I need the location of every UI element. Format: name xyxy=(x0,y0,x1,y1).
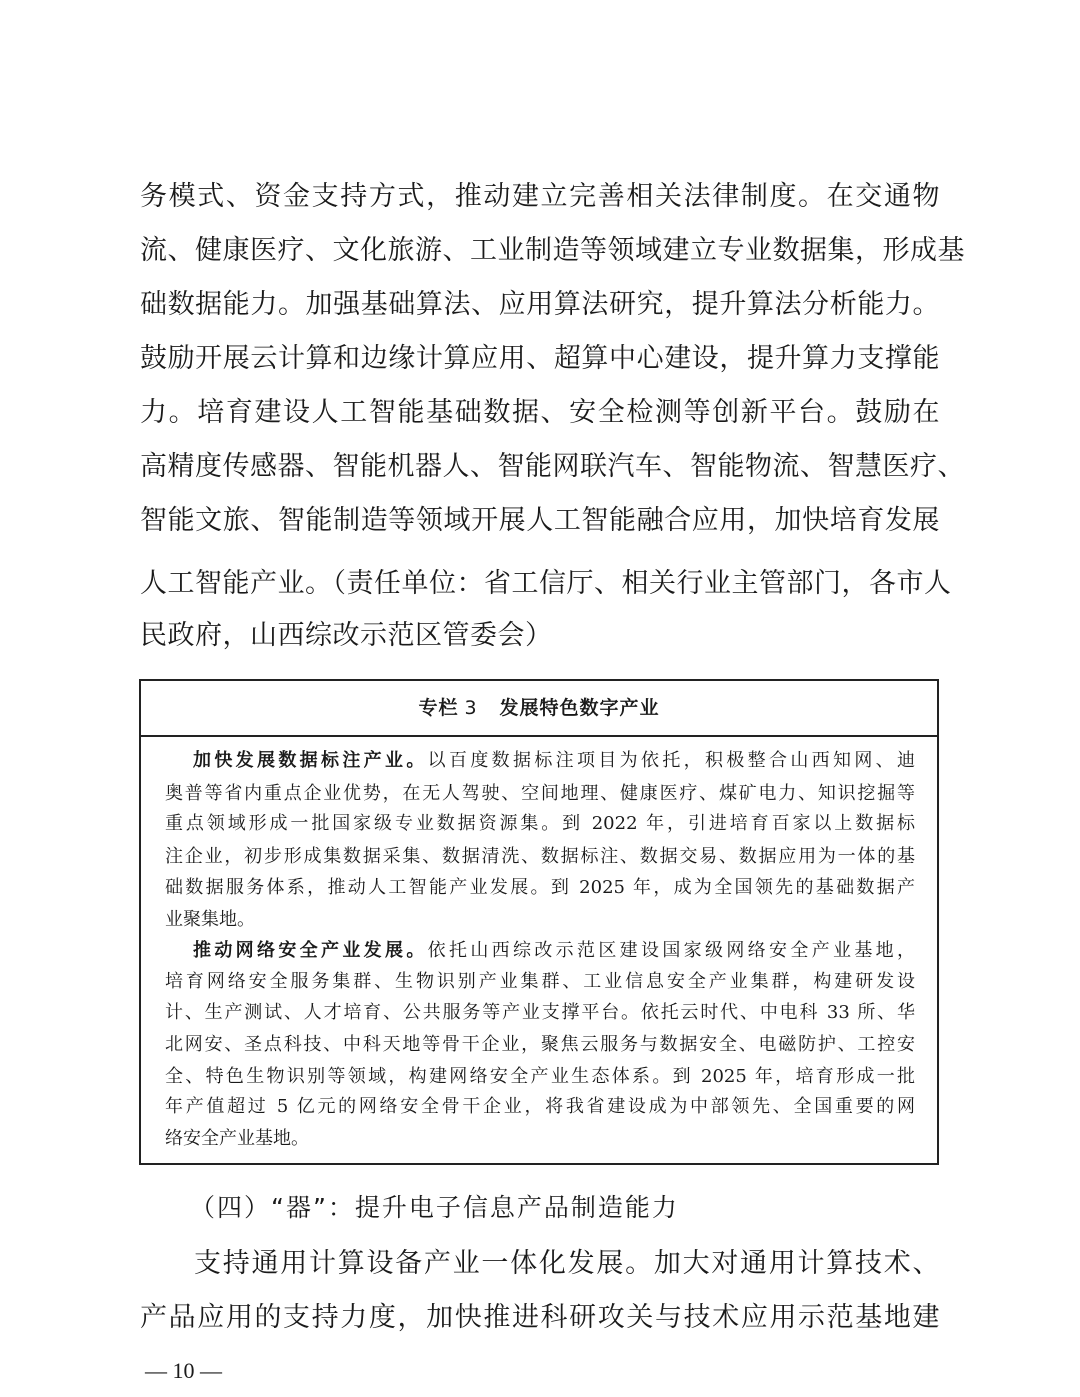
body-line-4: 鼓励开展云计算和边缘计算应用、超算中心建设，提升算力支撑能 xyxy=(140,343,940,374)
body-line-3: 础数据能力。加强基础算法、应用算法研究，提升算法分析能力。 xyxy=(140,289,940,320)
body-line-2: 流、健康医疗、文化旅游、工业制造等领域建立专业数据集，形成基 xyxy=(140,235,965,266)
section-heading: （四）“器”：提升电子信息产品制造能力 xyxy=(190,1193,679,1222)
body-line-1: 务模式、资金支持方式，推动建立完善相关法律制度。在交通物 xyxy=(140,181,940,212)
box-para2-line-2: 培育网络安全服务集群、生物识别产业集群、工业信息安全产业集群，构建研发设 xyxy=(165,971,915,992)
body-line-8: 人工智能产业。（责任单位：省工信厅、相关行业主管部门，各市人 xyxy=(140,568,952,599)
box-para2-line-3: 计、生产测试、人才培育、公共服务等产业支撑平台。依托云时代、中电科 33 所、华 xyxy=(165,1002,915,1023)
box-para1-line-5: 础数据服务体系，推动人工智能产业发展。到 2025 年，成为全国领先的基础数据产 xyxy=(165,877,915,898)
box-para1-line-4: 注企业，初步形成集数据采集、数据清洗、数据标注、数据交易、数据应用为一体的基 xyxy=(165,846,915,867)
box-label: 专栏 xyxy=(418,697,459,719)
box-para1-line-6: 业聚集地。 xyxy=(165,909,255,930)
box-para2-lead: 推动网络安全产业发展。 xyxy=(193,940,428,961)
box-para1-line-1: 加快发展数据标注产业。以百度数据标注项目为依托，积极整合山西知网、迪 xyxy=(193,750,916,771)
box-para2-line-1: 推动网络安全产业发展。依托山西综改示范区建设国家级网络安全产业基地， xyxy=(193,940,916,961)
box-number: 3 xyxy=(464,697,478,719)
box-para2-line-7: 络安全产业基地。 xyxy=(165,1128,309,1149)
body-line-9: 民政府，山西综改示范区管委会） xyxy=(140,620,553,651)
box-title-text: 发展特色数字产业 xyxy=(499,697,660,719)
body-line-5: 力。培育建设人工智能基础数据、安全检测等创新平台。鼓励在 xyxy=(140,397,940,428)
box-para1-line-3: 重点领域形成一批国家级专业数据资源集。到 2022 年，引进培育百家以上数据标 xyxy=(165,813,915,834)
body-line-7: 智能文旅、智能制造等领域开展人工智能融合应用，加快培育发展 xyxy=(140,505,940,536)
box-para1-line-2: 奥普等省内重点企业优势，在无人驾驶、空间地理、健康医疗、煤矿电力、知识挖掘等 xyxy=(165,783,915,804)
box-para2-line-5: 全、特色生物识别等领域，构建网络安全产业生态体系。到 2025 年，培育形成一批 xyxy=(165,1066,915,1087)
box-para2-line-4: 北网安、圣点科技、中科天地等骨干企业，聚焦云服务与数据安全、电磁防护、工控安 xyxy=(165,1034,915,1055)
feature-box-title xyxy=(141,681,937,737)
box-para2-line-6: 年产值超过 5 亿元的网络安全骨干企业，将我省建设成为中部领先、全国重要的网 xyxy=(165,1096,915,1117)
page-number: — 10 — xyxy=(145,1358,222,1383)
body-line-6: 高精度传感器、智能机器人、智能网联汽车、智能物流、智慧医疗、 xyxy=(140,451,965,482)
feature-box xyxy=(139,679,939,1165)
section-body-line-1: 支持通用计算设备产业一体化发展。加大对通用计算技术、 xyxy=(194,1248,940,1279)
section-body-line-2: 产品应用的支持力度，加快推进科研攻关与技术应用示范基地建 xyxy=(140,1302,940,1333)
box-para1-lead: 加快发展数据标注产业。 xyxy=(193,750,428,771)
